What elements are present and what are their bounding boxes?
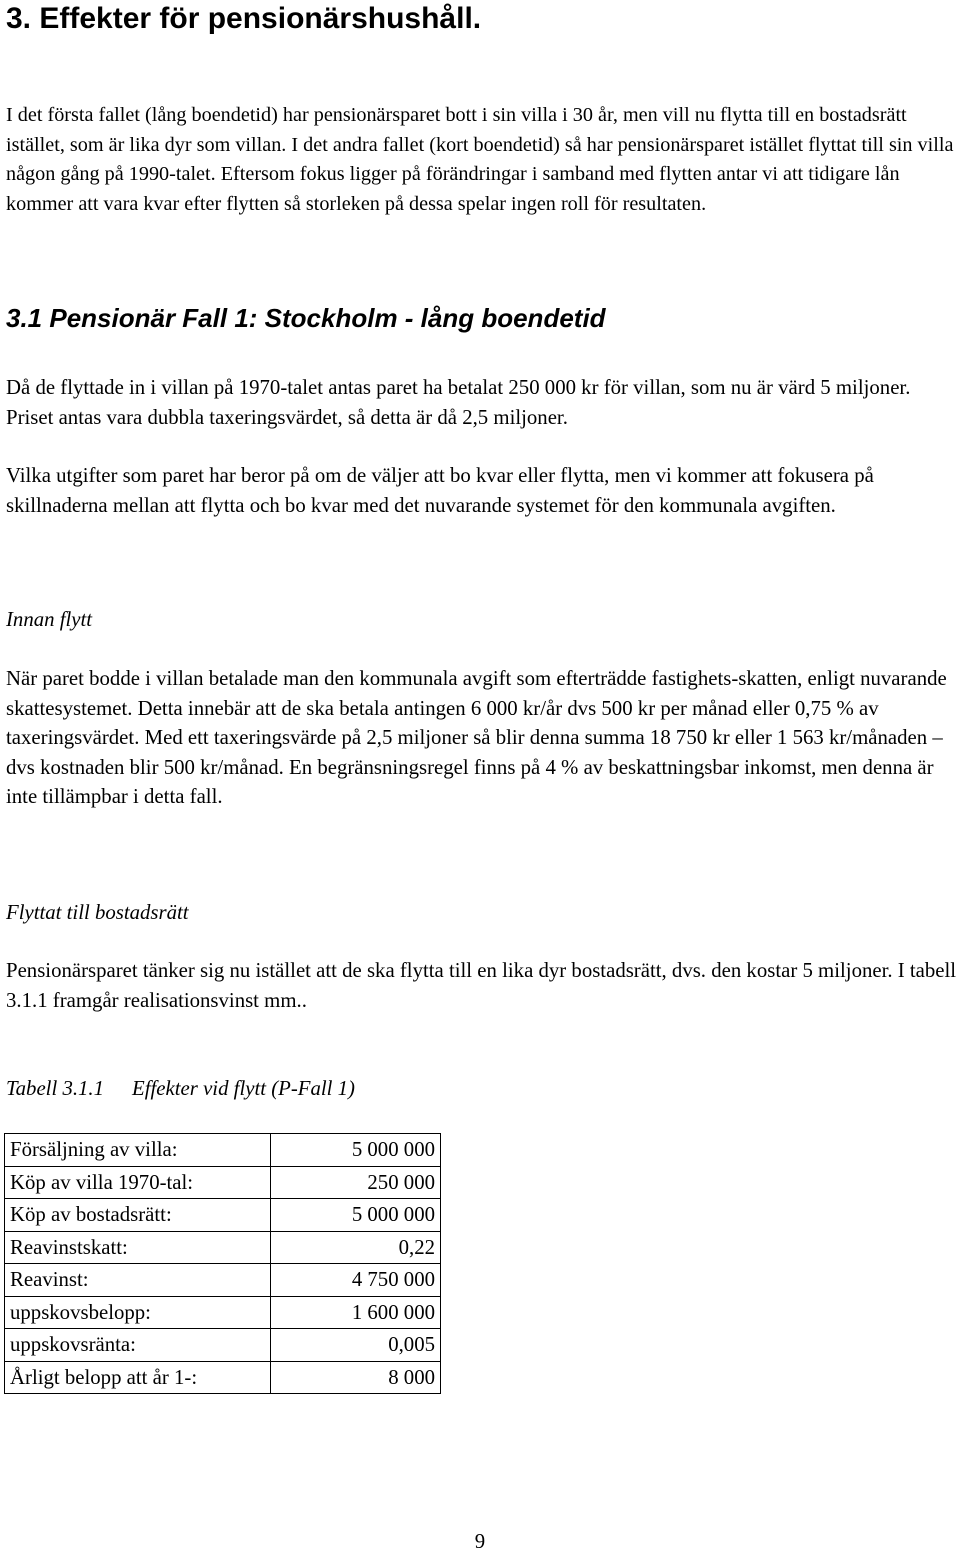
table-row: [5, 1361, 441, 1394]
page-number: 9: [474, 1530, 486, 1553]
table-caption: [6, 1074, 355, 1103]
row-value: 1 600 000: [271, 1296, 441, 1329]
section-paragraph-2: Vilka utgifter som paret har beror på om de väljer att bo kvar eller flytta, men vi kommer att fokusera på skillnaderna mellan att flytta och bo kvar med det nuvarande systemet för den kommunala avgiften.: [6, 464, 874, 517]
table-row: [5, 1199, 441, 1232]
table-row: [5, 1134, 441, 1167]
row-value: 0,22: [271, 1231, 441, 1264]
flyttat-paragraph: Pensionärsparet tänker sig nu istället att de ska flytta till en lika dyr bostadsrätt, dvs. den kostar 5 miljoner. I tabell 3.1.1 framgår realisationsvinst mm..: [6, 959, 957, 1012]
row-label: Reavinstskatt:: [5, 1231, 271, 1264]
innan-flytt-paragraph: När paret bodde i villan betalade man den kommunala avgift som efterträdde fastighets-skatten, enligt nuvarande skattesystemet. Detta innebär att de ska betala antingen 6 000 kr/år dvs 500 kr per månad eller 0,75 % av taxeringsvärdet. Med ett taxeringsvärde på 2,5 miljoner så blir denna summa 18 750 kr eller 1 563 kr/månaden – dvs kostnaden blir 500 kr/månad. En begränsningsregel finns på 4 % av beskattningsbar inkomst, men denna är inte tillämpbar i detta fall.: [6, 667, 947, 808]
row-value: 5 000 000: [271, 1199, 441, 1232]
table-caption-number: Tabell 3.1.1: [6, 1077, 105, 1100]
subheading-innan-flytt: Innan flytt: [6, 608, 93, 631]
row-value: 250 000: [271, 1166, 441, 1199]
row-label: uppskovsbelopp:: [5, 1296, 271, 1329]
table-row: [5, 1296, 441, 1329]
row-value: 8 000: [271, 1361, 441, 1394]
row-label: Köp av villa 1970-tal:: [5, 1166, 271, 1199]
row-value: 0,005: [271, 1329, 441, 1362]
row-value: 4 750 000: [271, 1264, 441, 1297]
row-value: 5 000 000: [271, 1134, 441, 1167]
chapter-heading: 3. Effekter för pensionärshushåll.: [6, 2, 482, 35]
row-label: Årligt belopp att år 1-:: [5, 1361, 271, 1394]
section-heading: 3.1 Pensionär Fall 1: Stockholm - lång boendetid: [6, 303, 606, 333]
effects-table: [4, 1133, 441, 1394]
table-row: [5, 1329, 441, 1362]
section-paragraph-1: Då de flyttade in i villan på 1970-talet antas paret ha betalat 250 000 kr för villan, som nu är värd 5 miljoner. Priset antas vara dubbla taxeringsvärdet, så detta är då 2,5 miljoner.: [6, 376, 911, 429]
table-row: [5, 1231, 441, 1264]
table-row: [5, 1264, 441, 1297]
table-caption-title: Effekter vid flytt (P-Fall 1): [132, 1077, 355, 1100]
subheading-flyttat-till-bostadsratt: Flyttat till bostadsrätt: [6, 901, 189, 924]
row-label: Försäljning av villa:: [5, 1134, 271, 1167]
intro-paragraph: I det första fallet (lång boendetid) har pensionärsparet bott i sin villa i 30 år, men vill nu flytta till en bostadsrätt istället, som är lika dyr som villan. I det andra fallet (kort boendetid) så har pensionärsparet istället flyttat till sin villa någon gång på 1990-talet. Eftersom fokus ligger på förändringar i samband med flytten antar vi att tidigare lån kommer att vara kvar efter flytten så storleken på dessa spelar ingen roll för resultaten.: [6, 104, 954, 215]
row-label: Köp av bostadsrätt:: [5, 1199, 271, 1232]
row-label: Reavinst:: [5, 1264, 271, 1297]
row-label: uppskovsränta:: [5, 1329, 271, 1362]
table-row: [5, 1166, 441, 1199]
